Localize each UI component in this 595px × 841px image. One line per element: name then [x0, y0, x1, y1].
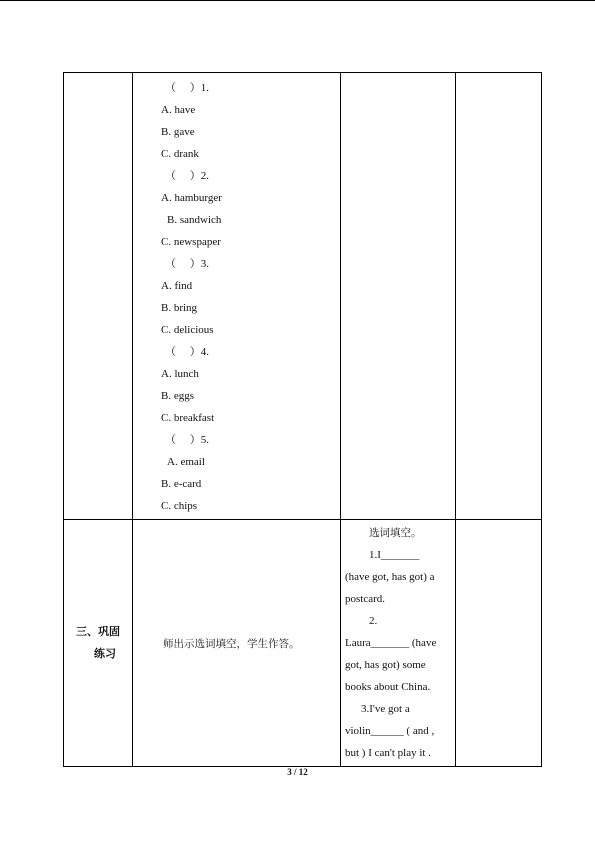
question-number: （ ）5. — [165, 434, 209, 446]
option: B. bring — [161, 302, 198, 314]
exercise-line: Laura_______ (have — [345, 637, 437, 649]
section-title-line1: 三、巩固 — [76, 625, 120, 638]
lesson-table — [63, 72, 542, 767]
exercise-line: 1.I_______ — [369, 549, 420, 561]
exercise-line: violin______ ( and , — [345, 725, 435, 737]
option: A. email — [167, 456, 205, 468]
option: B. gave — [161, 126, 195, 138]
option: C. newspaper — [161, 236, 221, 248]
section-title-line2: 练习 — [94, 647, 116, 660]
exercise-line: 2. — [369, 615, 378, 627]
option: C. chips — [161, 500, 198, 512]
notes-cell-empty — [456, 73, 542, 520]
exercise-line: got, has got) some — [345, 659, 426, 671]
exercise-line: postcard. — [345, 593, 386, 605]
option: C. breakfast — [161, 412, 215, 424]
table-row — [64, 73, 542, 520]
option: B. sandwich — [167, 214, 222, 226]
question-list — [133, 73, 340, 519]
option: A. lunch — [161, 368, 199, 380]
table-row — [64, 520, 542, 767]
section-cell-empty — [64, 73, 133, 520]
exercise-cell — [341, 520, 456, 767]
option: A. find — [161, 280, 193, 292]
exercise-line: (have got, has got) a — [345, 571, 435, 583]
exercise-instruction: 选词填空。 — [369, 527, 422, 539]
question-number: （ ）4. — [165, 346, 209, 358]
option: A. have — [161, 104, 196, 116]
question-number: （ ）3. — [165, 258, 209, 270]
option: B. e-card — [161, 478, 202, 490]
option: C. delicious — [161, 324, 214, 336]
teacher-activity-cell: 师出示选词填空，学生作答。 — [133, 520, 341, 767]
page-number: 3 / 12 — [287, 767, 308, 777]
exercise-line: 3.I've got a — [361, 703, 410, 715]
notes-cell-empty — [456, 520, 542, 767]
question-number: （ ）1. — [165, 82, 209, 94]
option: A. hamburger — [161, 192, 222, 204]
section-title-cell — [64, 520, 133, 767]
option: C. drank — [161, 148, 199, 160]
fill-in-exercise — [341, 520, 455, 766]
exercise-line: but ) I can't play it . — [345, 747, 431, 759]
question-cell — [133, 73, 341, 520]
question-number: （ ）2. — [165, 170, 209, 182]
exercise-cell-empty — [341, 73, 456, 520]
option: B. eggs — [161, 390, 194, 402]
exercise-line: books about China. — [345, 681, 431, 693]
header-rule — [0, 0, 595, 1]
